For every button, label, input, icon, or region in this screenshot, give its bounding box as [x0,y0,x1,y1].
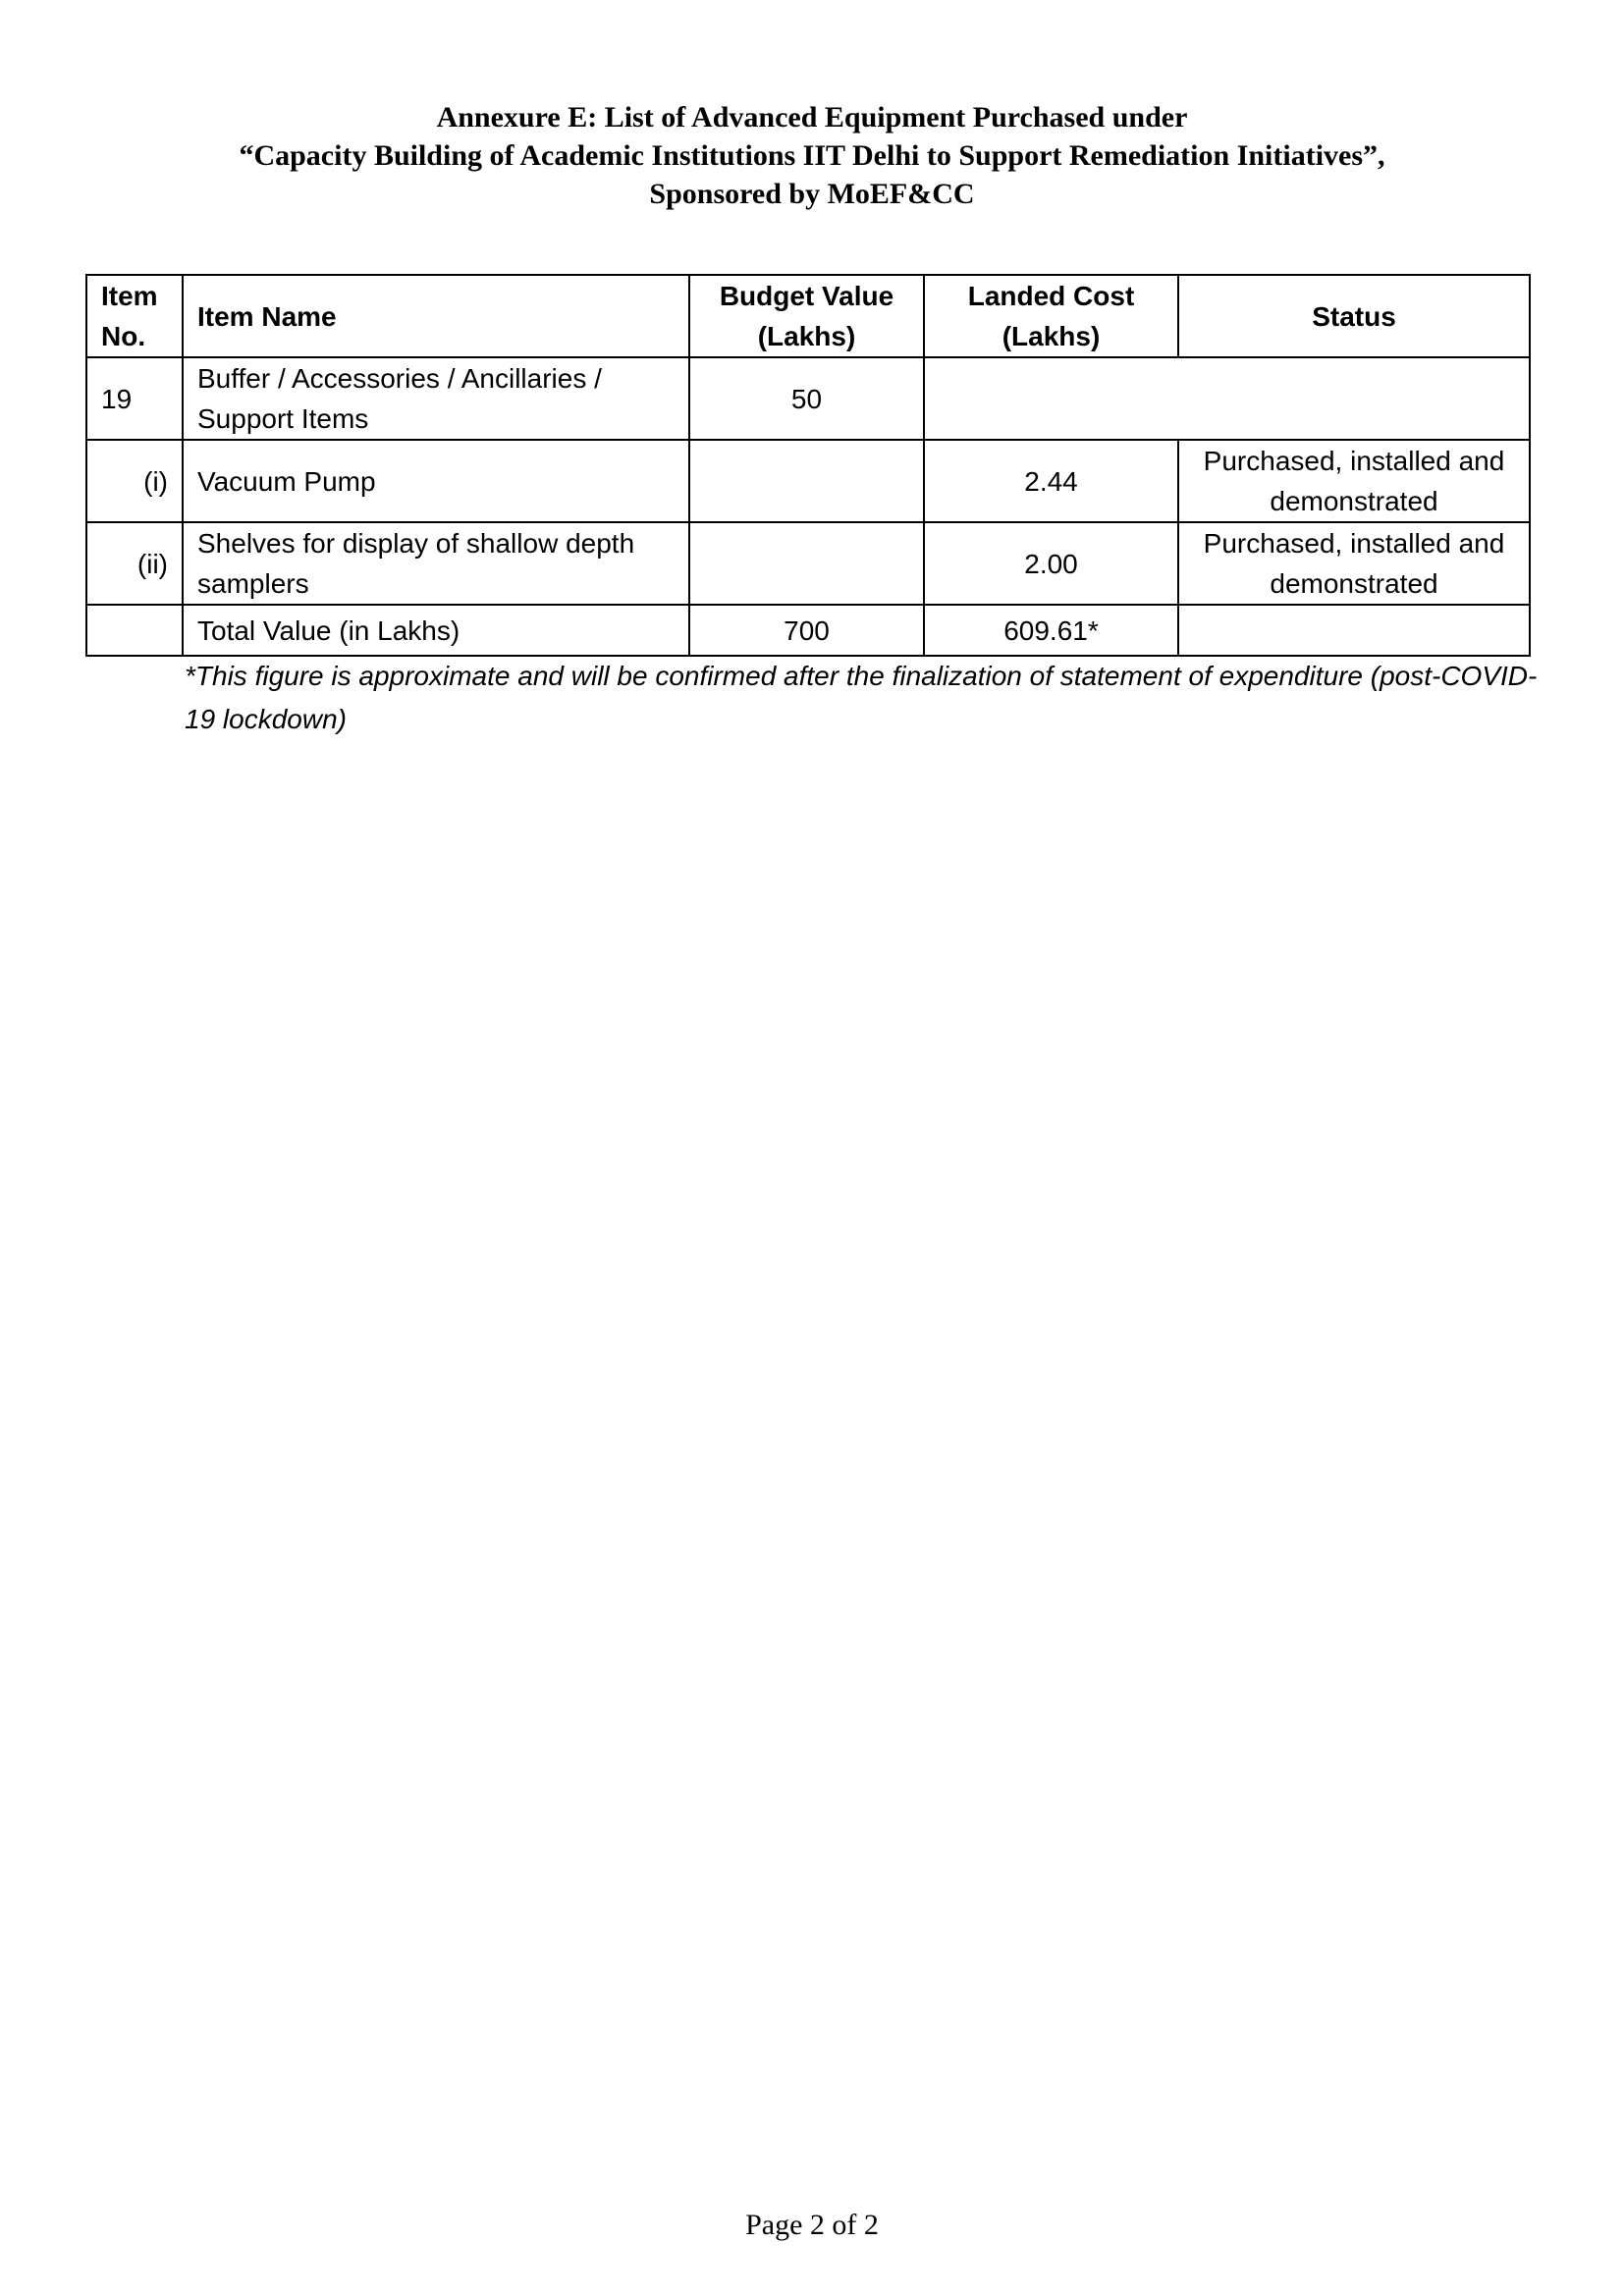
cell-budget-value: 50 [689,357,924,440]
header-landed-cost: Landed Cost (Lakhs) [924,275,1178,357]
cell-budget-value [689,522,924,605]
header-status: Status [1178,275,1530,357]
footnote: *This figure is approximate and will be confirmed after the finalization of statement of expenditure (post-COVID-19 lockdown) [185,661,1538,734]
cell-item-name: Vacuum Pump [183,440,689,522]
table-row [86,522,1530,605]
header-item-no: Item No. [86,275,183,357]
total-budget-value: 700 [689,605,924,656]
cell-status: Purchased, installed and demonstrated [1178,440,1530,522]
page-number: Page 2 of 2 [745,2209,879,2241]
cell-item-no [86,605,183,656]
cell-status [1178,357,1530,440]
equipment-table [85,274,1531,657]
title-line-3: Sponsored by MoEF&CC [649,178,975,210]
table-total-row [86,605,1530,656]
cell-item-no: (i) [86,440,183,522]
cell-item-no: (ii) [86,522,183,605]
cell-item-name: Buffer / Accessories / Ancillaries / Support Items [183,357,689,440]
cell-budget-value [689,440,924,522]
table-header-row [86,275,1530,357]
cell-landed-cost: 2.00 [924,522,1178,605]
header-item-name: Item Name [183,275,689,357]
header-budget-value: Budget Value (Lakhs) [689,275,924,357]
title-line-1: Annexure E: List of Advanced Equipment Purchased under [436,101,1188,133]
cell-landed-cost [924,357,1178,440]
cell-landed-cost: 2.44 [924,440,1178,522]
total-status [1178,605,1530,656]
total-label: Total Value (in Lakhs) [183,605,689,656]
title-line-2: “Capacity Building of Academic Institutions IIT Delhi to Support Remediation Initiatives”, [239,139,1385,172]
table-row [86,357,1530,440]
document-title [0,98,1624,213]
cell-item-no: 19 [86,357,183,440]
total-landed-cost: 609.61* [924,605,1178,656]
cell-item-name: Shelves for display of shallow depth samplers [183,522,689,605]
table-row [86,440,1530,522]
cell-status: Purchased, installed and demonstrated [1178,522,1530,605]
